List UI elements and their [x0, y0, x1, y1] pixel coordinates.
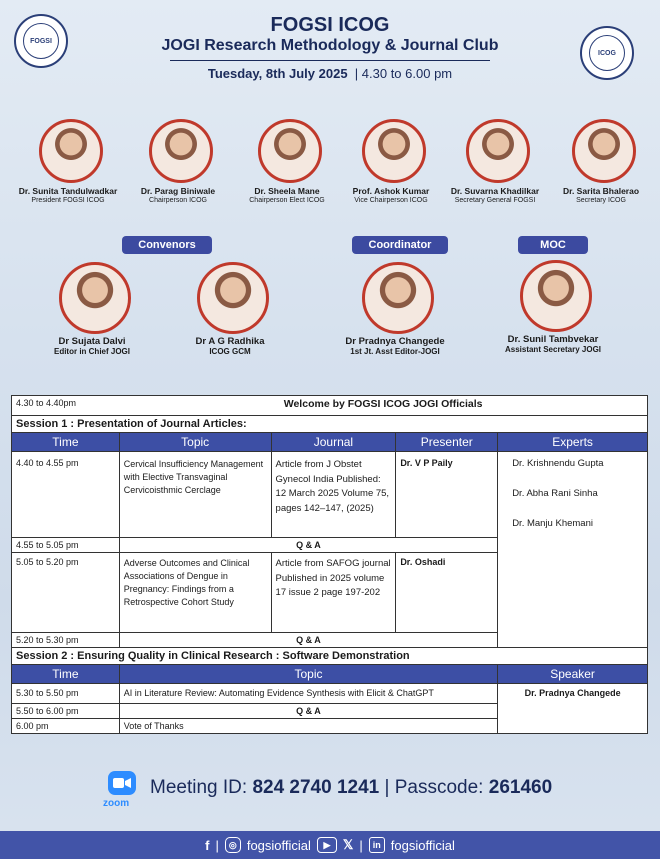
- official-name-3: Dr. Sheela Mane: [254, 186, 320, 196]
- s1-row1-presenter: Dr. V P Paily: [396, 452, 498, 538]
- instagram-icon[interactable]: ◎: [225, 837, 241, 853]
- fogsi-logo-text: FOGSI: [30, 37, 52, 45]
- expert-3: Dr. Manju Khemani: [512, 518, 593, 529]
- s2-header-topic: Topic: [119, 665, 497, 684]
- session2-title: Session 2 : Ensuring Quality in Clinical Research : Software Demonstration: [12, 648, 648, 665]
- meeting-separator: |: [384, 777, 390, 798]
- convenors-label: Convenors: [122, 236, 212, 254]
- session2-header-row: [12, 665, 648, 684]
- s2-row1-time: 5.30 to 5.50 pm: [12, 684, 120, 704]
- s1-row1-time: 4.40 to 4.55 pm: [12, 452, 120, 538]
- s2-speaker: Dr. Pradnya Changede: [498, 684, 648, 734]
- footer-handle-1[interactable]: fogsiofficial: [246, 837, 311, 853]
- official-role-1: President FOGSI ICOG: [31, 197, 105, 204]
- qa2-time: 5.20 to 5.30 pm: [12, 633, 120, 648]
- s1-row1-topic: Cervical Insufficiency Management with Elective Transvaginal Cervicoisthmic Cerclage: [119, 452, 271, 538]
- qa3-label: Q & A: [119, 704, 497, 719]
- team-role-3: 1st Jt. Asst Editor-JOGI: [350, 347, 440, 356]
- zoom-icon: [108, 771, 136, 795]
- s1-header-experts: Experts: [498, 433, 648, 452]
- s1-row2-journal: Article from SAFOG journal Published in 2025 volume 17 issue 2 page 197-202: [271, 553, 396, 633]
- footer-divider-2: |: [359, 837, 363, 853]
- team-role-2: ICOG GCM: [209, 347, 251, 356]
- s1-header-time: Time: [12, 433, 120, 452]
- official-role-5: Secretary General FOGSI: [454, 197, 536, 204]
- session2-title-row: [12, 648, 648, 665]
- linkedin-icon[interactable]: in: [369, 837, 385, 853]
- official-photo-6: [572, 119, 636, 183]
- meeting-id-label: Meeting ID:: [150, 777, 248, 798]
- passcode-value[interactable]: 261460: [488, 777, 553, 798]
- coordinator-label: Coordinator: [352, 236, 448, 254]
- official-name-4: Prof. Ashok Kumar: [352, 186, 430, 196]
- team-name-2: Dr A G Radhika: [195, 336, 265, 347]
- qa1-time: 4.55 to 5.05 pm: [12, 538, 120, 553]
- passcode-label: Passcode:: [394, 777, 484, 798]
- official-name-5: Dr. Suvarna Khadilkar: [450, 186, 540, 196]
- facebook-icon[interactable]: f: [205, 837, 210, 853]
- s2-header-time: Time: [12, 665, 120, 684]
- official-role-2: Chairperson ICOG: [149, 197, 207, 204]
- page-subtitle: JOGI Research Methodology & Journal Club: [161, 37, 499, 54]
- s1-row2-topic: Adverse Outcomes and Clinical Associations of Dengue in Pregnancy: Findings from a Retrospective Cohort Study: [119, 553, 271, 633]
- expert-1: Dr. Krishnendu Gupta: [512, 458, 604, 469]
- s1-header-topic: Topic: [119, 433, 271, 452]
- official-role-6: Secretary ICOG: [576, 197, 626, 204]
- meeting-id-value[interactable]: 824 2740 1241: [252, 777, 380, 798]
- social-footer: [0, 831, 660, 859]
- meeting-info: [150, 777, 552, 799]
- s1-row1-journal: Article from J Obstet Gynecol India Published: 12 March 2025 Volume 75, pages 142–147, (2025): [271, 452, 396, 538]
- footer-divider: |: [215, 837, 219, 853]
- event-datetime: [0, 66, 660, 81]
- official-name-1: Dr. Sunita Tandulwadkar: [18, 186, 118, 196]
- team-name-1: Dr Sujata Dalvi: [58, 336, 126, 347]
- x-icon[interactable]: 𝕏: [342, 837, 354, 852]
- qa2-label: Q & A: [119, 633, 497, 648]
- s1-header-journal: Journal: [271, 433, 396, 452]
- s1-header-presenter: Presenter: [396, 433, 498, 452]
- team-photo-3: [362, 262, 434, 334]
- vote-time: 6.00 pm: [12, 719, 120, 734]
- table-row: [12, 452, 648, 538]
- welcome-text: Welcome by FOGSI ICOG JOGI Officials: [119, 396, 647, 416]
- official-photo-2: [149, 119, 213, 183]
- table-row: [12, 684, 648, 704]
- s1-row2-time: 5.05 to 5.20 pm: [12, 553, 120, 633]
- official-photo-1: [39, 119, 103, 183]
- s1-row2-presenter: Dr. Oshadi: [396, 553, 498, 633]
- official-role-3: Chairperson Elect ICOG: [249, 197, 325, 204]
- official-role-4: Vice Chairperson ICOG: [354, 197, 428, 204]
- team-photo-1: [59, 262, 131, 334]
- qa1-label: Q & A: [119, 538, 497, 553]
- team-name-3: Dr Pradnya Changede: [345, 336, 445, 347]
- session1-header-row: [12, 433, 648, 452]
- team-photo-2: [197, 262, 269, 334]
- official-photo-5: [466, 119, 530, 183]
- title-divider: [170, 60, 490, 61]
- event-time: | 4.30 to 6.00 pm: [354, 66, 453, 81]
- team-photo-4: [520, 260, 592, 332]
- qa3-time: 5.50 to 6.00 pm: [12, 704, 120, 719]
- s2-header-speaker: Speaker: [498, 665, 648, 684]
- zoom-label: zoom: [103, 798, 130, 809]
- team-role-1: Editor in Chief JOGI: [53, 347, 130, 356]
- official-name-2: Dr. Parag Biniwale: [140, 186, 216, 196]
- s2-row1-topic: AI in Literature Review: Automating Evidence Synthesis with Elicit & ChatGPT: [119, 684, 497, 704]
- moc-label: MOC: [518, 236, 588, 254]
- program-table: [11, 395, 648, 734]
- footer-handle-2[interactable]: fogsiofficial: [390, 837, 455, 853]
- expert-2: Dr. Abha Rani Sinha: [512, 488, 598, 499]
- team-name-4: Dr. Sunil Tambvekar: [507, 334, 599, 345]
- official-photo-4: [362, 119, 426, 183]
- session1-title-row: [12, 416, 648, 433]
- team-role-4: Assistant Secretary JOGI: [504, 345, 602, 354]
- session1-title: Session 1 : Presentation of Journal Articles:: [12, 416, 648, 433]
- official-photo-3: [258, 119, 322, 183]
- vote-label: Vote of Thanks: [119, 719, 497, 734]
- official-name-6: Dr. Sarita Bhalerao: [562, 186, 640, 196]
- youtube-icon[interactable]: ▶: [317, 837, 337, 853]
- welcome-time: 4.30 to 4.40pm: [12, 396, 120, 416]
- experts-cell: [498, 452, 648, 648]
- event-date: Tuesday, 8th July 2025: [207, 66, 348, 81]
- welcome-row: [12, 396, 648, 416]
- icog-logo-text: ICOG: [598, 49, 616, 57]
- page-title: FOGSI ICOG: [270, 14, 390, 36]
